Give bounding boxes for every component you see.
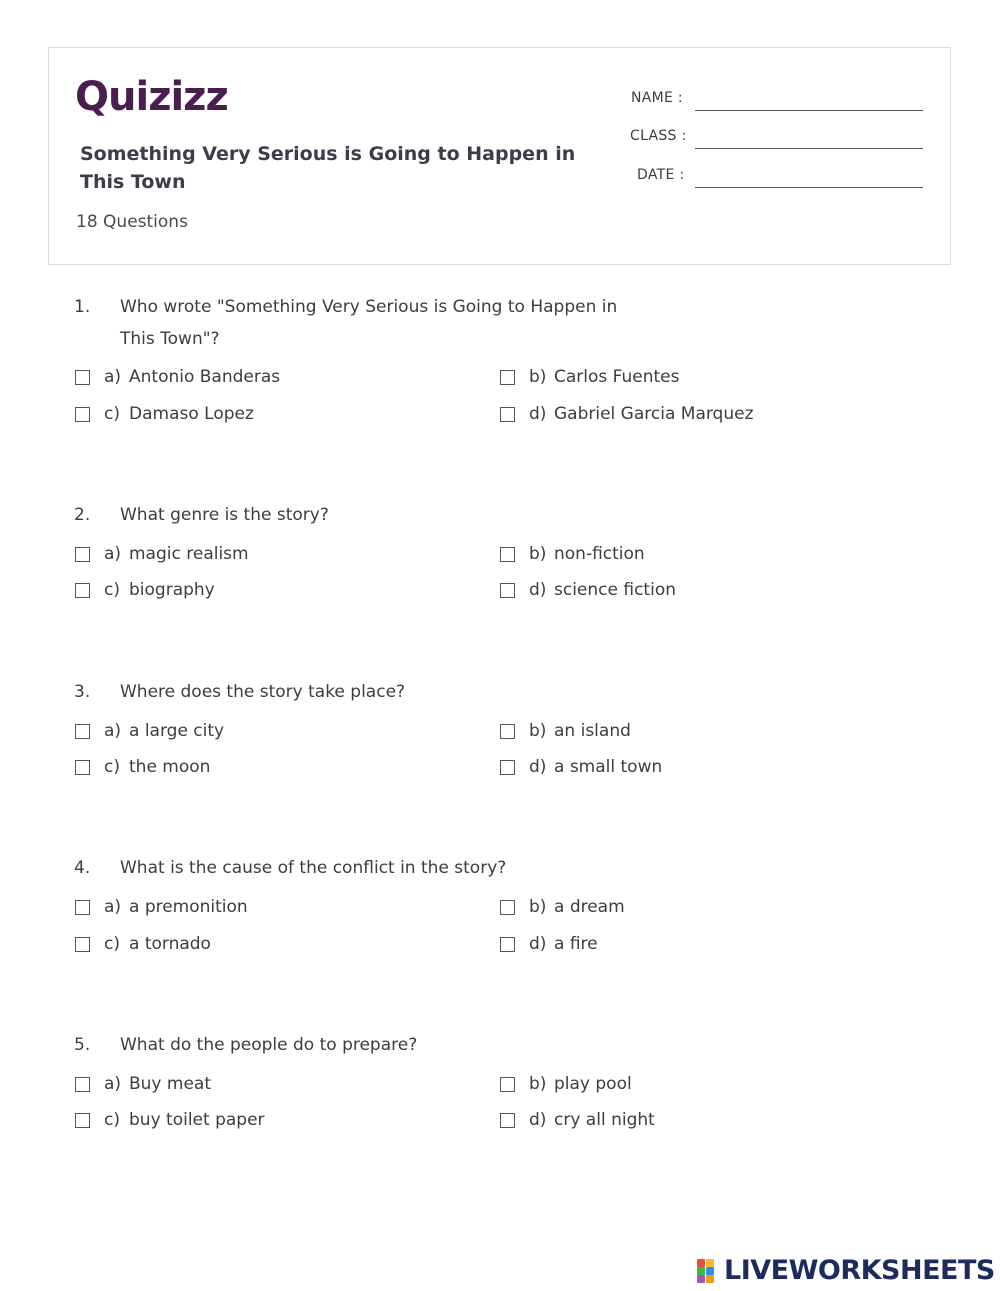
watermark-text: LIVEWORKSHEETS <box>724 1255 995 1286</box>
checkbox[interactable] <box>500 583 515 598</box>
class-label: CLASS : <box>630 128 687 144</box>
option-letter: c) <box>104 580 120 600</box>
option-text: play pool <box>554 1074 632 1094</box>
option-text: biography <box>129 580 215 600</box>
option-text: an island <box>554 721 631 741</box>
option-letter: b) <box>529 544 547 564</box>
liveworksheets-blocks-icon <box>697 1259 723 1283</box>
option-letter: c) <box>104 404 120 424</box>
class-field[interactable] <box>609 126 929 150</box>
question-count: 18 Questions <box>76 212 188 232</box>
checkbox[interactable] <box>500 1077 515 1092</box>
checkbox[interactable] <box>75 760 90 775</box>
option-text: the moon <box>129 757 211 777</box>
question-number: 4. <box>74 858 91 878</box>
checkbox[interactable] <box>500 370 515 385</box>
question-number: 1. <box>74 297 91 317</box>
checkbox[interactable] <box>500 724 515 739</box>
option-text: Antonio Banderas <box>129 367 281 387</box>
checkbox[interactable] <box>500 547 515 562</box>
option-letter: b) <box>529 1074 547 1094</box>
checkbox[interactable] <box>500 1113 515 1128</box>
checkbox[interactable] <box>75 937 90 952</box>
liveworksheets-logo <box>697 1254 997 1288</box>
logo-text: Quizizz <box>75 74 228 120</box>
option-text: Buy meat <box>129 1074 212 1094</box>
question-text: Who wrote "Something Very Serious is Going to Happen in This Town"? <box>120 297 618 349</box>
option-letter: a) <box>104 367 122 387</box>
quizizz-logo <box>75 72 250 122</box>
class-line[interactable] <box>695 148 923 149</box>
checkbox[interactable] <box>75 547 90 562</box>
checkbox[interactable] <box>75 900 90 915</box>
name-label: NAME : <box>631 90 683 106</box>
option-letter: d) <box>529 1110 547 1130</box>
option-letter: d) <box>529 580 547 600</box>
checkbox[interactable] <box>75 724 90 739</box>
option-text: Damaso Lopez <box>129 404 254 424</box>
name-line[interactable] <box>695 110 923 111</box>
checkbox[interactable] <box>500 760 515 775</box>
worksheet-title: Something Very Serious is Going to Happen in This Town <box>80 143 576 193</box>
date-field[interactable] <box>609 165 929 189</box>
option-letter: b) <box>529 367 547 387</box>
checkbox[interactable] <box>500 937 515 952</box>
question-text: Where does the story take place? <box>120 682 406 702</box>
question-text: What do the people do to prepare? <box>120 1035 418 1055</box>
option-text: science fiction <box>554 580 676 600</box>
question-number: 2. <box>74 505 91 525</box>
option-text: a fire <box>554 934 598 954</box>
option-letter: a) <box>104 721 122 741</box>
option-text: a dream <box>554 897 625 917</box>
checkbox[interactable] <box>75 583 90 598</box>
option-letter: c) <box>104 934 120 954</box>
option-text: a large city <box>129 721 225 741</box>
name-field[interactable] <box>609 88 929 112</box>
checkbox[interactable] <box>500 407 515 422</box>
option-text: a tornado <box>129 934 211 954</box>
option-text: Carlos Fuentes <box>554 367 680 387</box>
checkbox[interactable] <box>75 1113 90 1128</box>
question-number: 5. <box>74 1035 91 1055</box>
checkbox[interactable] <box>500 900 515 915</box>
option-text: magic realism <box>129 544 249 564</box>
date-line[interactable] <box>695 187 923 188</box>
option-letter: d) <box>529 757 547 777</box>
question-text: What genre is the story? <box>120 505 329 525</box>
option-letter: d) <box>529 934 547 954</box>
option-letter: c) <box>104 1110 120 1130</box>
worksheet-header <box>48 47 951 265</box>
option-text: non-fiction <box>554 544 645 564</box>
option-letter: c) <box>104 757 120 777</box>
option-text: a premonition <box>129 897 248 917</box>
option-letter: a) <box>104 544 122 564</box>
option-text: cry all night <box>554 1110 655 1130</box>
option-text: buy toilet paper <box>129 1110 265 1130</box>
option-letter: d) <box>529 404 547 424</box>
checkbox[interactable] <box>75 1077 90 1092</box>
question-text: What is the cause of the conflict in the story? <box>120 858 507 878</box>
option-letter: a) <box>104 897 122 917</box>
option-letter: a) <box>104 1074 122 1094</box>
option-text: Gabriel Garcia Marquez <box>554 404 754 424</box>
question-number: 3. <box>74 682 91 702</box>
date-label: DATE : <box>637 167 685 183</box>
checkbox[interactable] <box>75 370 90 385</box>
option-letter: b) <box>529 897 547 917</box>
option-letter: b) <box>529 721 547 741</box>
option-text: a small town <box>554 757 663 777</box>
checkbox[interactable] <box>75 407 90 422</box>
